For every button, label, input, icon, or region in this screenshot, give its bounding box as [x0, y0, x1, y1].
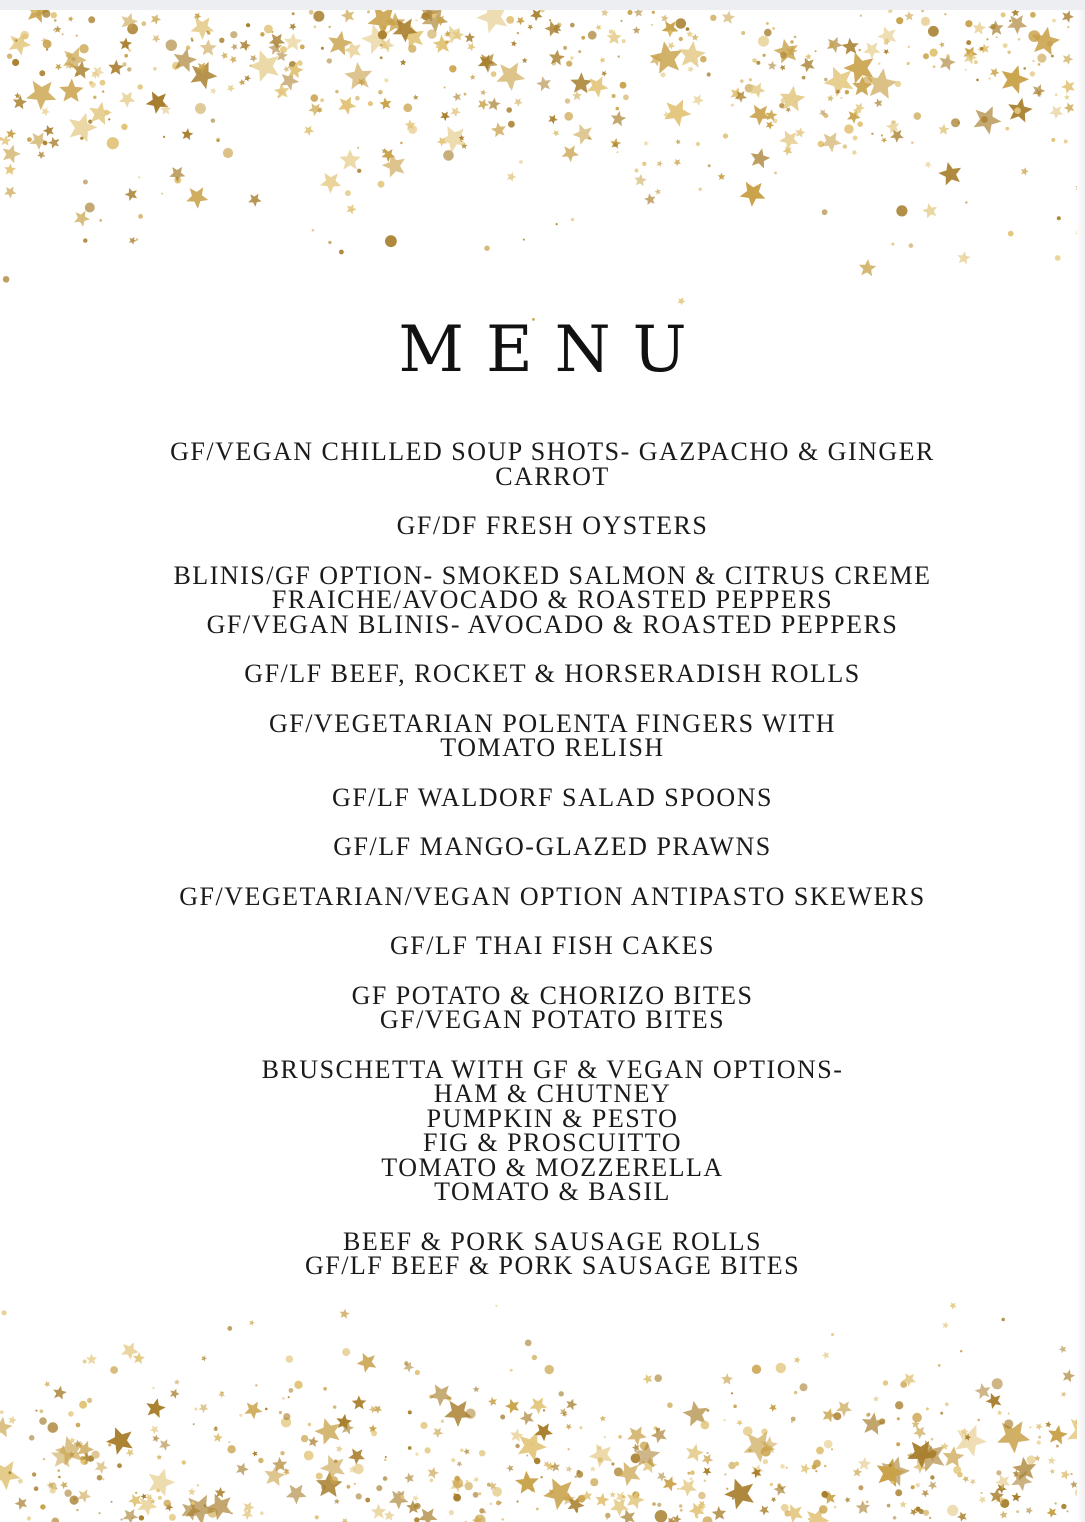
menu-item-line: GF/LF THAI FISH CAKES [389, 931, 715, 960]
menu-item-line: HAM & CHUTNEY [433, 1079, 672, 1108]
menu-item [140, 980, 965, 1034]
menu-item-line: GF/DF FRESH OYSTERS [396, 511, 709, 540]
menu-item-line: GF/VEGAN BLINIS- AVOCADO & ROASTED PEPPERS [206, 609, 899, 639]
menu-item-line: GF/VEGETARIAN POLENTA FINGERS WITH [268, 708, 837, 738]
menu-item [140, 881, 965, 911]
menu-item-line: GF POTATO & CHORIZO BITES [351, 980, 754, 1010]
menu-item-line: FIG & PROSCUITTO [422, 1128, 682, 1157]
gold-star-confetti-top-icon [0, 10, 1085, 340]
menu-item [140, 560, 965, 639]
menu-item [140, 832, 965, 861]
menu-item-line: CARROT [495, 461, 610, 491]
menu-item [140, 1054, 965, 1206]
gold-star-confetti-bottom-icon [0, 1270, 1085, 1522]
menu-item-line: GF/LF WALDORF SALAD SPOONS [332, 782, 773, 812]
menu-item-line: GF/LF BEEF & PORK SAUSAGE BITES [304, 1251, 801, 1280]
menu-item-line: BRUSCHETTA WITH GF & VEGAN OPTIONS- [261, 1054, 844, 1084]
menu-item-line: TOMATO & BASIL [434, 1177, 671, 1206]
menu-item [140, 708, 965, 762]
menu-item-line: GF/VEGAN POTATO BITES [379, 1005, 726, 1034]
menu-item [140, 659, 965, 688]
menu-item [140, 782, 965, 812]
page-edge-shadow [1077, 10, 1085, 1522]
menu-item-line: TOMATO & MOZZERELLA [381, 1152, 724, 1182]
menu-item [140, 437, 965, 491]
menu-item-line: GF/VEGETARIAN/VEGAN OPTION ANTIPASTO SKEWERS [179, 881, 926, 911]
menu-title: MENU [398, 313, 709, 387]
menu-item-line: GF/LF BEEF, ROCKET & HORSERADISH ROLLS [244, 659, 861, 688]
menu-item-line: BEEF & PORK SAUSAGE ROLLS [343, 1226, 762, 1256]
menu-item-line: FRAICHE/AVOCADO & ROASTED PEPPERS [271, 585, 834, 614]
menu-item-line: PUMPKIN & PESTO [426, 1103, 679, 1133]
menu-item-line: BLINIS/GF OPTION- SMOKED SALMON & CITRUS CREME [173, 560, 932, 590]
window-top-strip [0, 0, 1085, 10]
menu-item-line: GF/VEGAN CHILLED SOUP SHOTS- GAZPACHO & GINGER [170, 437, 935, 466]
menu-list [140, 437, 965, 1304]
menu-item-line: TOMATO RELISH [440, 733, 665, 762]
menu-item-line: GF/LF MANGO-GLAZED PRAWNS [333, 832, 772, 861]
menu-item [140, 931, 965, 960]
menu-item [140, 511, 965, 540]
